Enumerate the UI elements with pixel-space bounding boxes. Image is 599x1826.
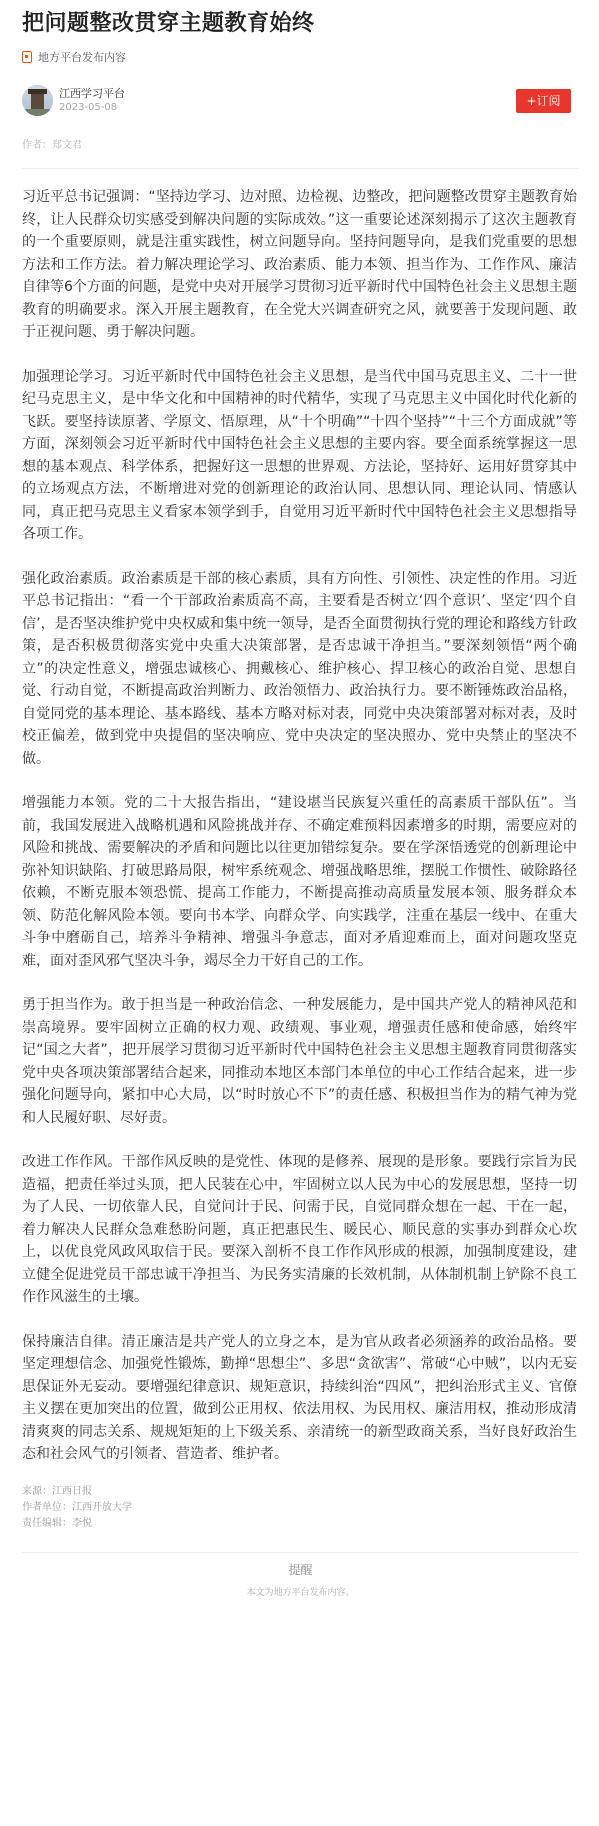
paragraph: 习近平总书记强调：“坚持边学习、边对照、边检视、边整改，把问题整改贯穿主题教育始终，让人民群众切实感受到解决问题的实际成效。”这一重要论述深刻揭示了这次主题教育的一个重要原则，就是注重实践性，树立问题导向。坚持问题导向，是我们党重要的思想方法和工作方法。着力解决理论学习、政治素质、能力本领、担当作为、工作作风、廉洁自律等6个方面的问题，是党中央对开展学习贯彻习近平新时代中国特色社会主义思想主题教育的明确要求。深入开展主题教育，在全党大兴调查研究之风，就要善于发现问题、敢于正视问题、勇于解决问题。 bbox=[22, 189, 577, 340]
paragraph: 强化政治素质。政治素质是干部的核心素质，具有方向性、引领性、决定性的作用。习近平总书记指出：“看一个干部政治素质高不高，主要看是否树立‘四个意识’、坚定‘四个自信’，是否坚决维护党中央权威和集中统一领导，是否全面贯彻执行党的理论和路线方针政策，是否积极贯彻落实党中央重大决策部署，是否忠诚干净担当。”要深刻领悟“两个确立”的决定性意义，增强忠诚核心、拥戴核心、维护核心、捍卫核心的政治自觉、思想自觉、行动自觉，不断提高政治判断力、政治领悟力、政治执行力。要不断锤炼政治品格，自觉同党的基本理论、基本路线、基本方略对标对表，同党中央决策部署对标对表，及时校正偏差，做到党中央提倡的坚决响应、党中央决定的坚决照办、党中央禁止的坚决不做。 bbox=[22, 570, 577, 767]
paragraph: 加强理论学习。习近平新时代中国特色社会主义思想，是当代中国马克思主义、二十一世纪马克思主义，是中华文化和中国精神的时代精华，实现了马克思主义中国化时代化新的飞跃。要坚持读原著、学原文、悟原理，从“十个明确”“十四个坚持”“十三个方面成就”等方面，深刻领会习近平新时代中国特色社会主义思想的主要内容。要全面系统掌握这一思想的基本观点、科学体系，把握好这一思想的世界观、方法论，坚持好、运用好贯穿其中的立场观点方法，不断增进对党的创新理论的政治认同、思想认同、理论认同、情感认同，真正把马克思主义看家本领学到手，自觉用习近平新时代中国特色社会主义思想指导各项工作。 bbox=[22, 368, 577, 542]
author-name[interactable]: 江西学习平台 bbox=[59, 86, 125, 100]
notice-box bbox=[22, 1552, 579, 1600]
author-bar bbox=[22, 83, 579, 117]
paragraph: 勇于担当作为。敢于担当是一种政治信念、一种发展能力，是中国共产党人的精神风范和崇高境界。要牢固树立正确的权力观、政绩观、事业观，增强责任感和使命感，始终牢记“国之大者”，把开展学习贯彻习近平新时代中国特色社会主义思想主题教育同贯彻落实党中央各项决策部署结合起来，同推动本地区本部门本单位的中心工作结合起来，进一步强化问题导向，紧扣中心大局，以“时时放心不下”的责任感、积极担当作为的精气神为党和人民履好职、尽好责。 bbox=[22, 997, 577, 1126]
avatar[interactable] bbox=[22, 85, 53, 116]
divider bbox=[22, 168, 579, 169]
article-footer-info bbox=[22, 1484, 579, 1532]
author-meta bbox=[59, 86, 125, 115]
notice-heading: 提醒 bbox=[288, 1562, 313, 1577]
notice-text: 本文为地方平台发布内容。 bbox=[246, 1587, 355, 1598]
platform-tag bbox=[22, 49, 579, 65]
paragraph: 改进工作作风。干部作风反映的是党性、体现的是修养、展现的是形象。要践行宗旨为民造福，把责任举过头顶，把人民装在心中，牢固树立以人民为中心的发展思想，坚持一切为了人民、一切依靠人民，自觉问计于民、问需于民，自觉同群众想在一起、干在一起，着力解决人民群众急难愁盼问题，真正把惠民生、暖民心、顺民意的实事办到群众心坎上，以优良党风政风取信于民。要深入剖析不良工作作风形成的根源，加强制度建设，建立健全促进党员干部忠诚干净担当、为民务实清廉的长效机制，从体制机制上铲除不良工作作风滋生的土壤。 bbox=[22, 1154, 577, 1305]
source-line: 来源：江西日报 bbox=[22, 1485, 92, 1497]
paragraph: 保持廉洁自律。清正廉洁是共产党人的立身之本，是为官从政者必须涵养的政治品格。要坚定理想信念、加强党性锻炼，勤掸“思想尘”、多思“贪欲害”、常破“心中贼”，以内无妄思保证外无妄动。要增强纪律意识、规矩意识，持续纠治“四风”，把纠治形式主义、官僚主义摆在更加突出的位置，做到公正用权、依法用权、为民用权、廉洁用权，推动形成清清爽爽的同志关系、规规矩矩的上下级关系、亲清统一的新型政商关系，当好良好政治生态和社会风气的引领者、营造者、维护者。 bbox=[22, 1333, 577, 1462]
author-unit-line: 作者单位：江西开放大学 bbox=[22, 1501, 132, 1513]
publish-date: 2023-05-08 bbox=[59, 101, 118, 113]
byline: 作者：郑文君 bbox=[22, 140, 82, 151]
article-body bbox=[22, 186, 579, 1466]
paragraph: 增强能力本领。党的二十大报告指出，“建设堪当民族复兴重任的高素质干部队伍”。当前，我国发展进入战略机遇和风险挑战并存、不确定难预料因素增多的时期，需要应对的风险和挑战、需要解决的矛盾和问题比以往更加错综复杂。要在学深悟透党的创新理论中弥补知识缺陷、打破思路局限，树牢系统观念、增强战略思维，摆脱工作惯性、破除路径依赖，不断克服本领恐慌、提高工作能力，不断提高推动高质量发展本领、服务群众本领、防范化解风险本领。要向书本学、向群众学、向实践学，注重在基层一线中、在重大斗争中磨砺自己，培养斗争精神、增强斗争意志，面对矛盾迎难而上，面对问题攻坚克难，面对歪风邪气坚决斗争，竭尽全力干好自己的工作。 bbox=[22, 795, 577, 969]
editor-line: 责任编辑：李悦 bbox=[22, 1517, 92, 1529]
page-title: 把问题整改贯穿主题教育始终 bbox=[22, 11, 315, 36]
document-icon bbox=[22, 51, 32, 63]
subscribe-button[interactable]: +订阅 bbox=[516, 89, 571, 113]
platform-label: 地方平台发布内容 bbox=[38, 51, 126, 64]
